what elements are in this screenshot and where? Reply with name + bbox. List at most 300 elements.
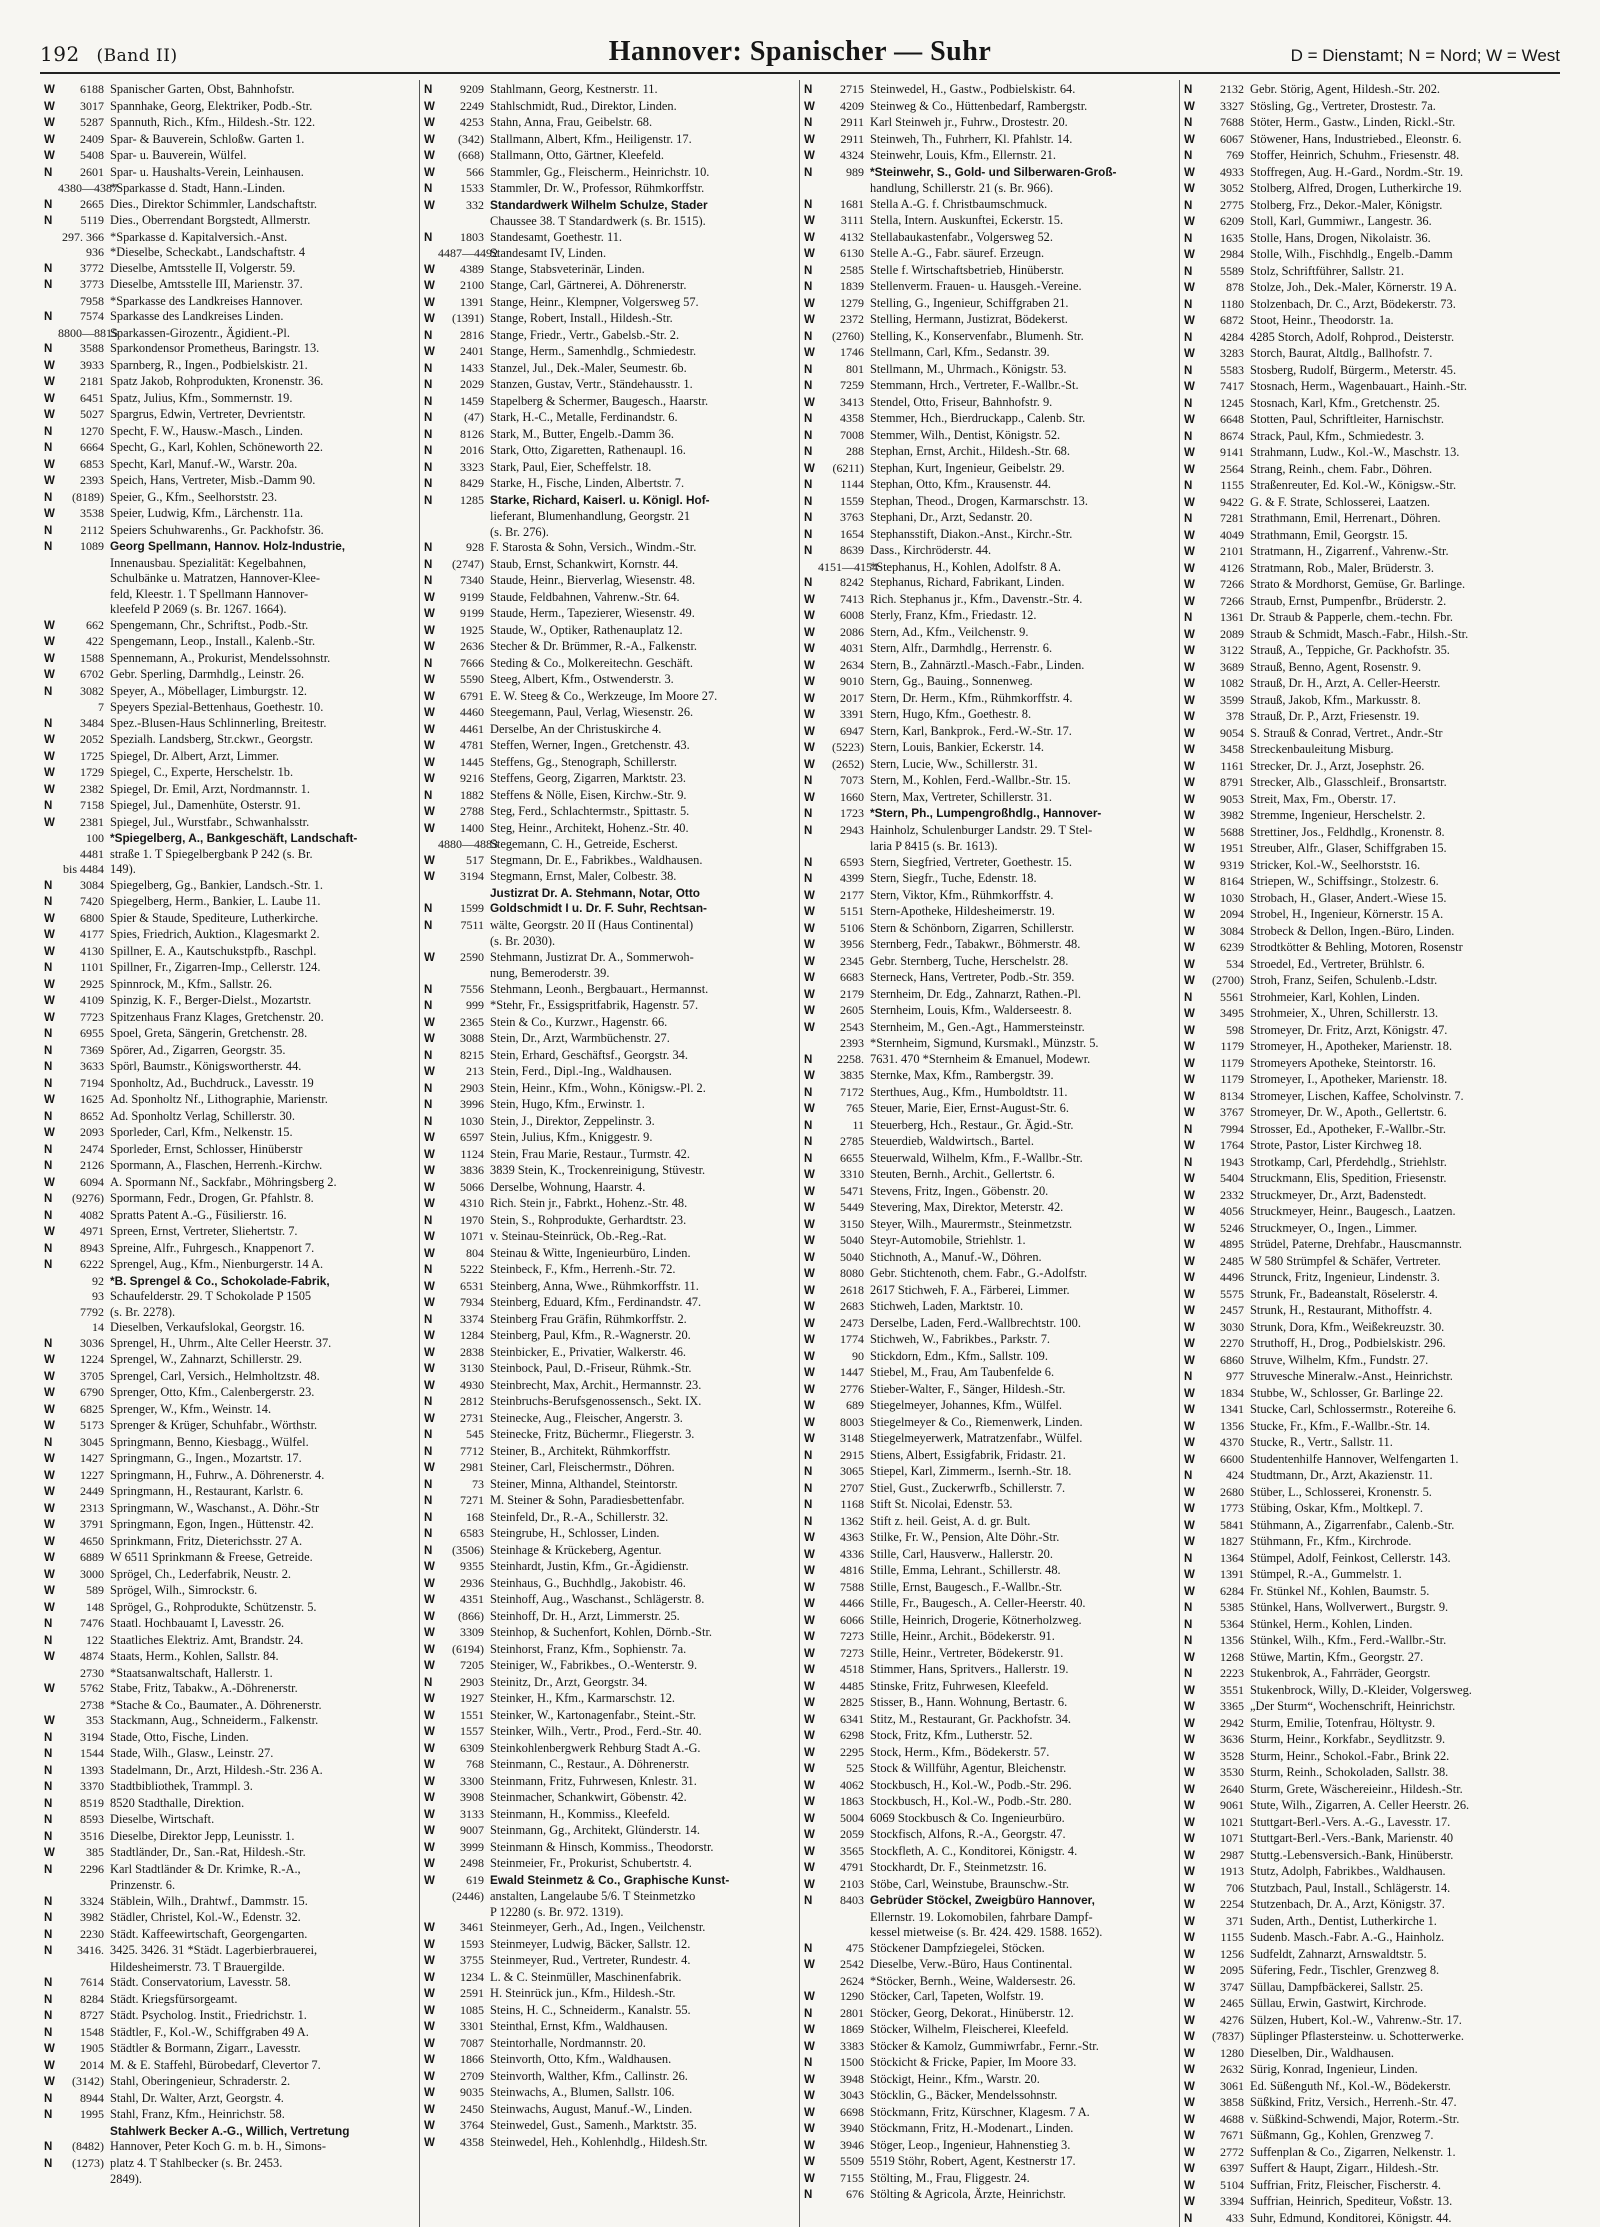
phone-number: 7266 bbox=[1198, 594, 1250, 610]
district-code: N bbox=[804, 528, 818, 544]
district-code: N bbox=[424, 362, 438, 378]
phone-number: 5027 bbox=[58, 407, 110, 423]
entry-text: Stark, Paul, Eier, Scheffelstr. 18. bbox=[490, 460, 791, 476]
directory-entry bbox=[424, 1724, 791, 1741]
directory-entry bbox=[1184, 990, 1552, 1007]
directory-entry bbox=[1184, 2178, 1552, 2195]
directory-entry bbox=[44, 1208, 411, 1225]
district-code: W bbox=[804, 1647, 818, 1663]
entry-text: Strang, Reinh., chem. Fabr., Döhren. bbox=[1250, 462, 1552, 478]
entry-text: S. Strauß & Conrad, Vertret., Andr.-Str bbox=[1250, 726, 1552, 742]
entry-text: Straub & Schmidt, Masch.-Fabr., Hilsh.-Str. bbox=[1250, 627, 1552, 643]
district-code: N bbox=[804, 330, 818, 346]
entry-text: kessel mietweise (s. Br. 424. 429. 1588. 1652). bbox=[870, 1925, 1171, 1941]
phone-number: 3772 bbox=[58, 261, 110, 277]
district-code: W bbox=[804, 642, 818, 658]
district-code: W bbox=[1184, 710, 1198, 726]
district-code: W bbox=[44, 816, 58, 832]
directory-entry bbox=[424, 623, 791, 640]
phone-number: (342) bbox=[438, 132, 490, 148]
district-code: W bbox=[44, 392, 58, 408]
district-code: W bbox=[424, 1921, 438, 1937]
directory-entry bbox=[1184, 280, 1552, 297]
district-code: W bbox=[44, 978, 58, 994]
directory-entry bbox=[1184, 1468, 1552, 1485]
phone-number: 1803 bbox=[438, 230, 490, 246]
entry-text: Sparkassen-Girozentr., Ägidient.-Pl. bbox=[110, 326, 411, 342]
district-code: W bbox=[44, 83, 58, 99]
directory-entry bbox=[804, 1547, 1171, 1564]
entry-text: Stahn, Anna, Frau, Geibelstr. 68. bbox=[490, 115, 791, 131]
phone-number: 7158 bbox=[58, 798, 110, 814]
phone-number: 148 bbox=[58, 1600, 110, 1616]
phone-number: 7 bbox=[58, 700, 110, 716]
directory-entry bbox=[804, 1431, 1171, 1448]
district-code: W bbox=[1184, 1321, 1198, 1337]
entry-text: Speyers Spezial-Bettenhaus, Goethestr. 10. bbox=[110, 700, 411, 716]
directory-entry bbox=[424, 557, 791, 574]
page-header bbox=[40, 34, 1560, 74]
directory-entry bbox=[1184, 1782, 1552, 1799]
phone-number: 1101 bbox=[58, 960, 110, 976]
entry-text: Springmann, Egon, Ingen., Hüttenstr. 42. bbox=[110, 1517, 411, 1533]
directory-entry bbox=[424, 1953, 791, 1970]
directory-entry bbox=[424, 1905, 791, 1921]
phone-number: 3052 bbox=[1198, 181, 1250, 197]
phone-number: 1943 bbox=[1198, 1155, 1250, 1171]
entry-text: Justizrat Dr. A. Stehmann, Notar, Otto bbox=[490, 886, 791, 902]
directory-entry bbox=[804, 1514, 1171, 1531]
directory-entry bbox=[44, 1402, 411, 1419]
entry-text: *Sparkasse d. Stadt, Hann.-Linden. bbox=[110, 181, 411, 197]
district-code: W bbox=[44, 945, 58, 961]
entry-text: 6069 Stockbusch & Co. Ingenieurbüro. bbox=[870, 1811, 1171, 1827]
entry-text: Spengemann, Chr., Schriftst., Podb.-Str. bbox=[110, 618, 411, 634]
phone-number: 1746 bbox=[818, 345, 870, 361]
entry-text: Stegemann, C. H., Getreide, Escherst. bbox=[490, 837, 791, 853]
district-code: W bbox=[804, 1432, 818, 1448]
district-code: N bbox=[804, 1482, 818, 1498]
district-code: N bbox=[44, 1617, 58, 1633]
phone-number: 2457 bbox=[1198, 1303, 1250, 1319]
phone-number: 6066 bbox=[818, 1613, 870, 1629]
district-code: W bbox=[1184, 1403, 1198, 1419]
directory-entry bbox=[1184, 841, 1552, 858]
directory-entry bbox=[424, 1328, 791, 1345]
district-code: W bbox=[44, 1469, 58, 1485]
directory-entry bbox=[804, 691, 1171, 708]
district-code: W bbox=[1184, 776, 1198, 792]
district-code: W bbox=[804, 593, 818, 609]
phone-number: 4485 bbox=[818, 1679, 870, 1695]
phone-number: 2086 bbox=[818, 625, 870, 641]
directory-entry bbox=[44, 1616, 411, 1633]
phone-number: 5471 bbox=[818, 1184, 870, 1200]
district-code: W bbox=[804, 626, 818, 642]
directory-entry bbox=[424, 788, 791, 805]
directory-entry bbox=[44, 473, 411, 490]
directory-entry bbox=[804, 625, 1171, 642]
district-code: N bbox=[1184, 397, 1198, 413]
phone-number: 2903 bbox=[438, 1675, 490, 1691]
district-code: N bbox=[804, 856, 818, 872]
district-code: W bbox=[804, 1021, 818, 1037]
district-code: N bbox=[424, 1313, 438, 1329]
district-code: W bbox=[804, 2172, 818, 2188]
phone-number: 1593 bbox=[438, 1937, 490, 1953]
directory-entry bbox=[44, 1043, 411, 1060]
district-code: W bbox=[804, 2139, 818, 2155]
district-code: W bbox=[1184, 2146, 1198, 2162]
directory-entry bbox=[804, 1989, 1171, 2006]
district-code: N bbox=[424, 1428, 438, 1444]
district-code: N bbox=[44, 2092, 58, 2108]
phone-number: 3956 bbox=[818, 937, 870, 953]
directory-entry bbox=[804, 132, 1171, 149]
phone-number: 5119 bbox=[58, 213, 110, 229]
entry-text: Strettiner, Jos., Feldhdlg., Kronenstr. 8. bbox=[1250, 825, 1552, 841]
directory-entry bbox=[804, 839, 1171, 855]
directory-entry bbox=[44, 1681, 411, 1698]
directory-entry bbox=[804, 560, 1171, 576]
directory-entry bbox=[804, 1613, 1171, 1630]
phone-number: 8003 bbox=[818, 1415, 870, 1431]
district-code: W bbox=[1184, 859, 1198, 875]
directory-entry bbox=[804, 1167, 1171, 1184]
phone-number: 2542 bbox=[818, 1957, 870, 1973]
directory-entry bbox=[1184, 445, 1552, 462]
directory-entry bbox=[424, 1790, 791, 1807]
entry-text: Dieselbe, Amtsstelle II, Volgerstr. 59. bbox=[110, 261, 411, 277]
phone-number: 2332 bbox=[1198, 1188, 1250, 1204]
directory-entry bbox=[44, 132, 411, 149]
phone-number: 689 bbox=[818, 1398, 870, 1414]
phone-number: 5590 bbox=[438, 672, 490, 688]
directory-entry bbox=[804, 707, 1171, 724]
directory-entry bbox=[44, 732, 411, 749]
entry-text: Steinwedel, H., Gastw., Podbielskistr. 64. bbox=[870, 82, 1171, 98]
phone-number: 1729 bbox=[58, 765, 110, 781]
directory-entry bbox=[1184, 1699, 1552, 1716]
entry-text: Stallmann, Otto, Gärtner, Kleefeld. bbox=[490, 148, 791, 164]
directory-entry bbox=[804, 2039, 1171, 2056]
phone-number: 8403 bbox=[818, 1893, 870, 1909]
directory-entry bbox=[44, 1175, 411, 1192]
district-code: W bbox=[1184, 2014, 1198, 2030]
entry-text: Staude, Feldbahnen, Vahrenw.-Str. 64. bbox=[490, 590, 791, 606]
district-code: N bbox=[44, 1337, 58, 1353]
phone-number: 525 bbox=[818, 1761, 870, 1777]
entry-text: Stösling, Gg., Vertreter, Drostestr. 7a. bbox=[1250, 99, 1552, 115]
district-code: W bbox=[424, 1560, 438, 1576]
entry-text: Stephansstift, Diakon.-Anst., Kirchr.-Str. bbox=[870, 527, 1171, 543]
directory-entry bbox=[424, 278, 791, 295]
entry-text: Sturm, Emilie, Totenfrau, Höltystr. 9. bbox=[1250, 1716, 1552, 1732]
district-code: W bbox=[1184, 1420, 1198, 1436]
phone-number: 7712 bbox=[438, 1444, 490, 1460]
directory-entry bbox=[804, 527, 1171, 544]
phone-number: 2731 bbox=[438, 1411, 490, 1427]
district-code: W bbox=[804, 297, 818, 313]
phone-number: 7556 bbox=[438, 982, 490, 998]
district-code: N bbox=[1184, 364, 1198, 380]
directory-entry bbox=[1184, 973, 1552, 990]
phone-number: 8791 bbox=[1198, 775, 1250, 791]
phone-number: 5575 bbox=[1198, 1287, 1250, 1303]
directory-entry bbox=[424, 1345, 791, 1362]
entry-text: Stade, Wilh., Glasw., Leinstr. 27. bbox=[110, 1746, 411, 1762]
entry-text: Stockbusch, H., Kol.-W., Podb.-Str. 280. bbox=[870, 1794, 1171, 1810]
phone-number: 9216 bbox=[438, 771, 490, 787]
entry-text: Spoel, Greta, Sängerin, Gretchenstr. 28. bbox=[110, 1026, 411, 1042]
district-code: N bbox=[804, 116, 818, 132]
district-code: N bbox=[424, 461, 438, 477]
phone-number: 3747 bbox=[1198, 1980, 1250, 1996]
district-code: W bbox=[424, 2004, 438, 2020]
entry-text: Süßmann, Gg., Kohlen, Grenzweg 7. bbox=[1250, 2128, 1552, 2144]
phone-number: 1089 bbox=[58, 539, 110, 555]
phone-number: 1433 bbox=[438, 361, 490, 377]
entry-text: Staats, Herm., Kohlen, Sallstr. 84. bbox=[110, 1649, 411, 1665]
entry-text: Steinbeck, F., Kfm., Herrenh.-Str. 72. bbox=[490, 1262, 791, 1278]
phone-number: 3036 bbox=[58, 1336, 110, 1352]
entry-text: Stitz, M., Restaurant, Gr. Packhofstr. 34. bbox=[870, 1712, 1171, 1728]
phone-number: 4132 bbox=[818, 230, 870, 246]
phone-number: 1459 bbox=[438, 394, 490, 410]
directory-entry bbox=[1184, 1617, 1552, 1634]
entry-text: Strobeck & Dellon, Ingen.-Büro, Linden. bbox=[1250, 924, 1552, 940]
directory-entry bbox=[804, 773, 1171, 790]
directory-entry bbox=[1184, 1105, 1552, 1122]
district-code: N bbox=[804, 824, 818, 840]
entry-text: Strote, Pastor, Lister Kirchweg 18. bbox=[1250, 1138, 1552, 1154]
entry-text: Stephani, Dr., Arzt, Sedanstr. 20. bbox=[870, 510, 1171, 526]
phone-number: 1557 bbox=[438, 1724, 490, 1740]
entry-text: Stucke, Carl, Schlossermstr., Rotereihe 6. bbox=[1250, 1402, 1552, 1418]
directory-entry bbox=[804, 855, 1171, 872]
directory-entry bbox=[424, 198, 791, 215]
entry-text: Steding & Co., Molkereitechn. Geschäft. bbox=[490, 656, 791, 672]
entry-text: Steinwachs, A., Blumen, Sallstr. 106. bbox=[490, 2085, 791, 2101]
district-code: W bbox=[44, 733, 58, 749]
phone-number: 3940 bbox=[818, 2121, 870, 2137]
entry-text: Sturm, Grete, Wäschereieinr., Hildesh.-Str. bbox=[1250, 1782, 1552, 1798]
district-code: N bbox=[44, 1731, 58, 1747]
phone-number: 2707 bbox=[818, 1481, 870, 1497]
entry-text: Hannover, Peter Koch G. m. b. H., Simons- bbox=[110, 2139, 411, 2155]
directory-entry bbox=[804, 2072, 1171, 2089]
entry-text: Stock, Herm., Kfm., Bödekerstr. 57. bbox=[870, 1745, 1171, 1761]
district-code: W bbox=[804, 1531, 818, 1547]
entry-text: Dieselbe, Verw.-Büro, Haus Continental. bbox=[870, 1957, 1171, 1973]
phone-number: 2132 bbox=[1198, 82, 1250, 98]
directory-entry bbox=[44, 2058, 411, 2075]
entry-text: Stolberg, Frz., Dekor.-Maler, Königstr. bbox=[1250, 198, 1552, 214]
directory-entry bbox=[1184, 577, 1552, 594]
entry-text: Stern, Siegfr., Tuche, Edenstr. 18. bbox=[870, 871, 1171, 887]
phone-number: 3084 bbox=[1198, 924, 1250, 940]
entry-text: 4285 Storch, Adolf, Rohprod., Deisterstr. bbox=[1250, 330, 1552, 346]
directory-entry bbox=[44, 993, 411, 1010]
district-code: N bbox=[44, 1863, 58, 1879]
entry-text: Steinhage & Krückeberg, Agentur. bbox=[490, 1543, 791, 1559]
phone-number: 297. 366 bbox=[58, 230, 110, 246]
district-code: N bbox=[44, 1192, 58, 1208]
phone-number: (47) bbox=[438, 410, 490, 426]
phone-number: 422 bbox=[58, 634, 110, 650]
entry-text: Steinberg, Anna, Wwe., Rühmkorffstr. 11. bbox=[490, 1279, 791, 1295]
phone-number: 4336 bbox=[818, 1547, 870, 1563]
entry-text: Stark, M., Butter, Engelb.-Damm 36. bbox=[490, 427, 791, 443]
phone-number: 5364 bbox=[1198, 1617, 1250, 1633]
directory-entry bbox=[1184, 462, 1552, 479]
directory-entry bbox=[1184, 1452, 1552, 1469]
district-code: N bbox=[424, 1676, 438, 1692]
directory-entry bbox=[44, 1109, 411, 1126]
district-code: N bbox=[44, 799, 58, 815]
phone-number: 4650 bbox=[58, 1534, 110, 1550]
district-code: W bbox=[1184, 1354, 1198, 1370]
phone-number: 6800 bbox=[58, 911, 110, 927]
entry-text: Sprengel, Carl, Versich., Helmholtzstr. 48. bbox=[110, 1369, 411, 1385]
directory-entry bbox=[804, 592, 1171, 609]
entry-text: Spatz, Julius, Kfm., Sommernstr. 19. bbox=[110, 391, 411, 407]
district-code: W bbox=[804, 1317, 818, 1333]
directory-entry bbox=[1184, 1188, 1552, 1205]
district-code: W bbox=[1184, 1651, 1198, 1667]
phone-number: 1544 bbox=[58, 1746, 110, 1762]
entry-text: Stern, Alfr., Darmhdlg., Herrenstr. 6. bbox=[870, 641, 1171, 657]
directory-entry bbox=[1184, 1633, 1552, 1650]
phone-number: 6094 bbox=[58, 1175, 110, 1191]
directory-entry bbox=[44, 602, 411, 618]
directory-entry bbox=[44, 782, 411, 799]
district-code: N bbox=[44, 1747, 58, 1763]
directory-entry bbox=[44, 2139, 411, 2156]
directory-entry bbox=[424, 656, 791, 673]
entry-text: Spargrus, Edwin, Vertreter, Devrientstr. bbox=[110, 407, 411, 423]
entry-text: Steinhorst, Franz, Kfm., Sophienstr. 7a. bbox=[490, 1642, 791, 1658]
page-number: 192 bbox=[40, 42, 80, 66]
directory-entry bbox=[424, 821, 791, 838]
phone-number: 3484 bbox=[58, 716, 110, 732]
district-code: W bbox=[1184, 1816, 1198, 1832]
entry-text: Steinmeyer, Ludwig, Bäcker, Sallstr. 12. bbox=[490, 1937, 791, 1953]
entry-text: Stellmann, M., Uhrmach., Königstr. 53. bbox=[870, 362, 1171, 378]
district-code: W bbox=[804, 905, 818, 921]
entry-text: „Der Sturm“, Wochenschrift, Heinrichstr. bbox=[1250, 1699, 1552, 1715]
district-code: W bbox=[804, 922, 818, 938]
directory-entry bbox=[44, 1241, 411, 1258]
entry-text: Dieselbe, Amtsstelle III, Marienstr. 37. bbox=[110, 277, 411, 293]
directory-entry bbox=[44, 1746, 411, 1763]
entry-text: Steinwedel, Heh., Kohlenhdlg., Hildesh.Str. bbox=[490, 2135, 791, 2151]
directory-entry bbox=[44, 2124, 411, 2140]
district-code: W bbox=[804, 1251, 818, 1267]
directory-entry bbox=[424, 132, 791, 149]
district-code: W bbox=[1184, 1189, 1198, 1205]
phone-number: 1925 bbox=[438, 623, 490, 639]
directory-entry bbox=[1184, 1980, 1552, 1997]
district-code: N bbox=[44, 1143, 58, 1159]
district-code: N bbox=[424, 1098, 438, 1114]
phone-number: 936 bbox=[58, 245, 110, 261]
entry-text: Spezialh. Landsberg, Str.ckwr., Georgstr. bbox=[110, 732, 411, 748]
entry-text: Steinwachs, August, Manuf.-W., Linden. bbox=[490, 2102, 791, 2118]
phone-number: 5583 bbox=[1198, 363, 1250, 379]
phone-number: 6791 bbox=[438, 689, 490, 705]
directory-entry bbox=[424, 2135, 791, 2152]
phone-number: 2942 bbox=[1198, 1716, 1250, 1732]
directory-entry bbox=[44, 651, 411, 668]
directory-entry bbox=[804, 1415, 1171, 1432]
entry-text: platz 4. T Stahlbecker (s. Br. 2453. bbox=[110, 2156, 411, 2172]
directory-entry bbox=[44, 99, 411, 116]
entry-text: Stratmann, H., Zigarrenf., Vahrenw.-Str. bbox=[1250, 544, 1552, 560]
directory-entry bbox=[424, 1625, 791, 1642]
phone-number: 1364 bbox=[1198, 1551, 1250, 1567]
directory-entry bbox=[424, 1840, 791, 1857]
directory-entry bbox=[1184, 1551, 1552, 1568]
directory-entry bbox=[804, 790, 1171, 807]
directory-entry bbox=[424, 165, 791, 182]
directory-entry bbox=[424, 869, 791, 886]
district-code: W bbox=[1184, 1948, 1198, 1964]
entry-text: Städler, Christel, Kol.-W., Edenstr. 32. bbox=[110, 1910, 411, 1926]
entry-text: Stute, Wilh., Zigarren, A. Celler Heerstr. 26. bbox=[1250, 1798, 1552, 1814]
phone-number: 1599 bbox=[438, 901, 490, 917]
directory-entry bbox=[44, 1336, 411, 1353]
phone-number: 3458 bbox=[1198, 742, 1250, 758]
directory-entry bbox=[1184, 891, 1552, 908]
directory-entry bbox=[804, 1596, 1171, 1613]
district-code: W bbox=[424, 772, 438, 788]
entry-text: 2849). bbox=[110, 2172, 411, 2188]
phone-number: 3538 bbox=[58, 506, 110, 522]
entry-text: 7631. 470 *Sternheim & Emanuel, Modewr. bbox=[870, 1052, 1171, 1068]
directory-entry bbox=[44, 1550, 411, 1567]
directory-entry bbox=[44, 977, 411, 994]
column-2 bbox=[420, 80, 800, 2227]
phone-number: 6593 bbox=[818, 855, 870, 871]
district-code: W bbox=[424, 1742, 438, 1758]
district-code: W bbox=[1184, 1040, 1198, 1056]
phone-number: 4130 bbox=[58, 944, 110, 960]
entry-text: Steiner, Carl, Fleischermstr., Döhren. bbox=[490, 1460, 791, 1476]
directory-entry bbox=[1184, 660, 1552, 677]
directory-entry bbox=[44, 667, 411, 684]
phone-number: 1764 bbox=[1198, 1138, 1250, 1154]
entry-text: Strunk, Fr., Badeanstalt, Röselerstr. 4. bbox=[1250, 1287, 1552, 1303]
phone-number: 6067 bbox=[1198, 132, 1250, 148]
phone-number: 8080 bbox=[818, 1266, 870, 1282]
entry-text: Stieber-Walter, F., Sänger, Hildesh.-Str. bbox=[870, 1382, 1171, 1398]
district-code: W bbox=[44, 652, 58, 668]
directory-entry bbox=[1184, 1996, 1552, 2013]
entry-text: Stöckmann, Fritz, H.-Modenart., Linden. bbox=[870, 2121, 1171, 2137]
phone-number: 7511 bbox=[438, 918, 490, 934]
directory-entry bbox=[804, 904, 1171, 921]
entry-text: Stümpel, Adolf, Feinkost, Cellerstr. 143. bbox=[1250, 1551, 1552, 1567]
district-code: W bbox=[804, 741, 818, 757]
entry-text: Derselbe, An der Christuskirche 4. bbox=[490, 722, 791, 738]
entry-text: Storch, Baurat, Altdlg., Ballhofstr. 7. bbox=[1250, 346, 1552, 362]
directory-entry bbox=[1184, 792, 1552, 809]
directory-entry bbox=[1184, 1320, 1552, 1337]
directory-entry bbox=[424, 427, 791, 444]
page-title: Hannover: Spanischer — Suhr bbox=[609, 36, 992, 68]
phone-number: 2591 bbox=[438, 1986, 490, 2002]
